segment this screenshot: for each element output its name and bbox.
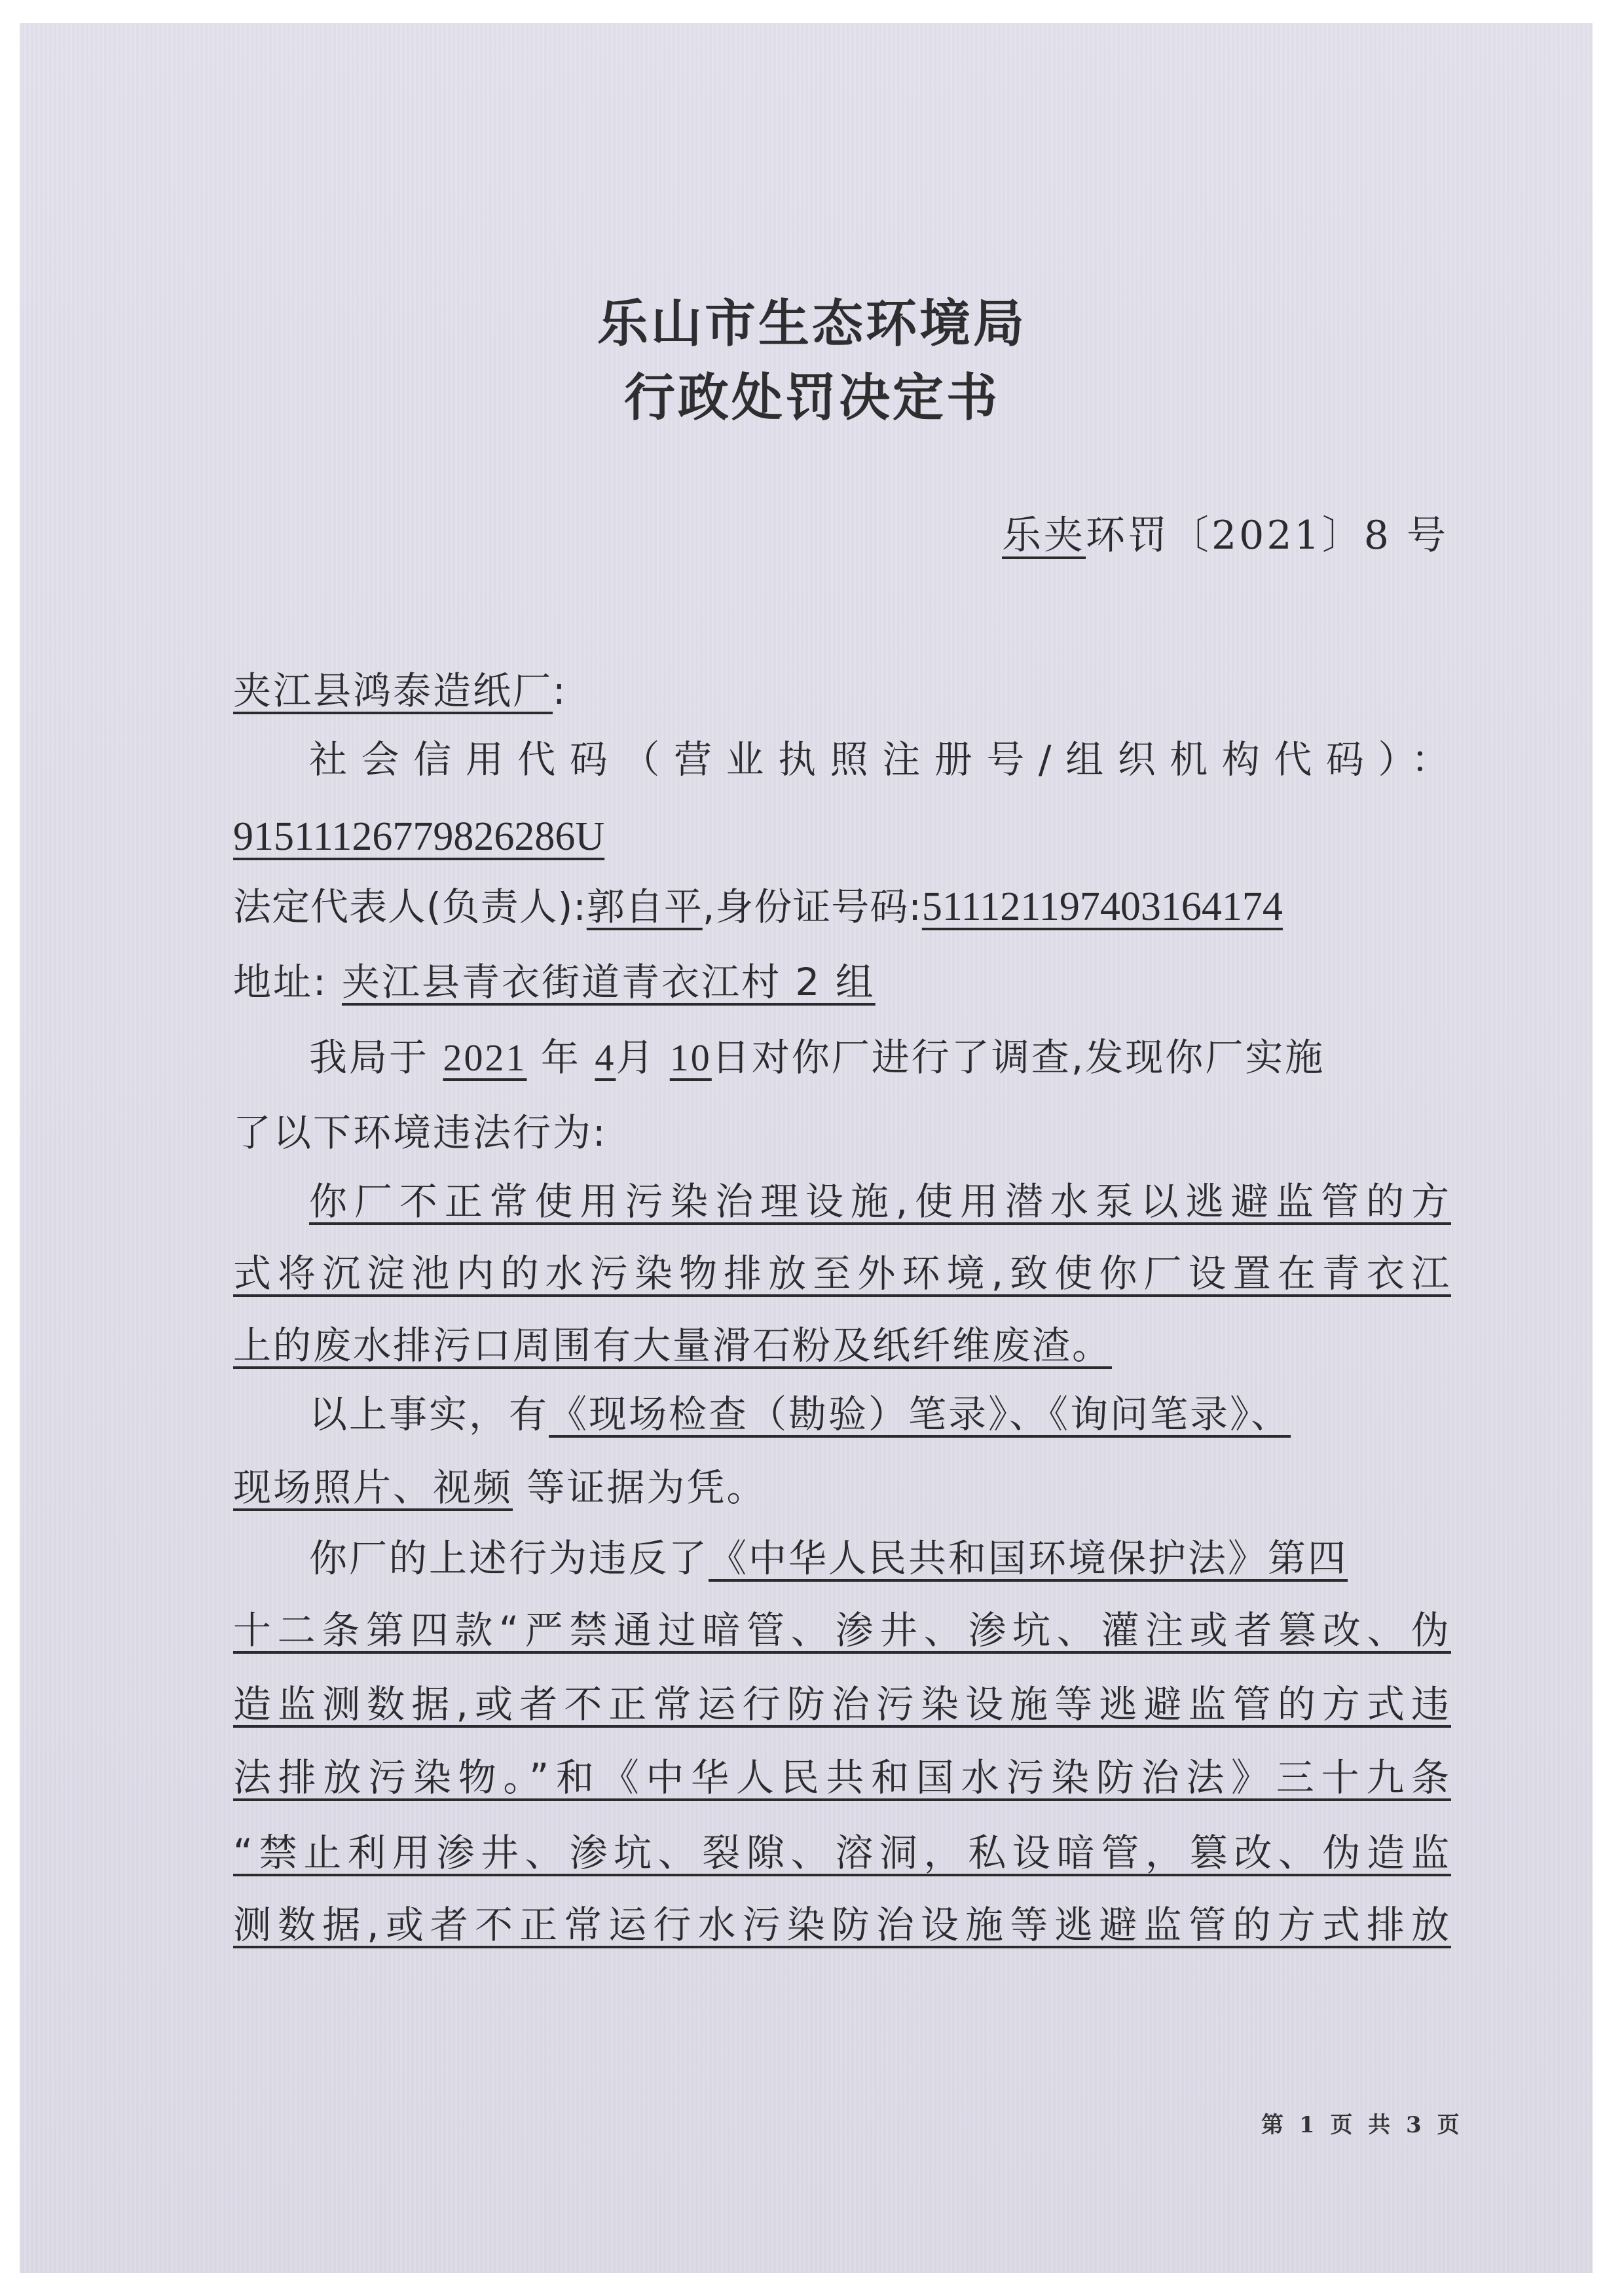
legal-basis-line-6 (233, 1899, 1451, 1951)
addressee-colon: : (553, 668, 568, 713)
investigation-line-1 (309, 1031, 1451, 1084)
investigation-year: 2021 (443, 1036, 527, 1079)
investigation-month: 4 (595, 1036, 616, 1079)
document-title: 行政处罚决定书 (623, 368, 1000, 428)
credit-code-value: 91511126779826286U (233, 814, 605, 859)
law-text: 测数据,或者不正常运行水污染防治设施等逃避监管的方式排放 (233, 1903, 1451, 1947)
law-text: 法排放污染物。”和《中华人民共和国水污染防治法》三十九条 (233, 1755, 1451, 1800)
investigation-text-2: 日对你厂进行了调查,发现你厂实施 (711, 1035, 1325, 1080)
evidence-line-2 (233, 1461, 1451, 1514)
violation-line-1 (309, 1175, 1451, 1228)
evidence-records: 《现场检查（勘验）笔录》、《询问笔录》、 (549, 1392, 1291, 1436)
legal-basis-line-4 (233, 1751, 1451, 1804)
law-text: “禁止利用渗井、渗坑、裂隙、溶洞，私设暗管，篡改、伪造监 (233, 1831, 1451, 1875)
investigation-line-2: 了以下环境违法行为: (233, 1110, 608, 1155)
evidence-line-1 (309, 1388, 1451, 1440)
id-number: 511121197403164174 (921, 884, 1283, 929)
legal-rep-label: 法定代表人(负责人): (233, 884, 587, 929)
doc-number-prefix: 乐夹 (1002, 513, 1086, 558)
issuer-heading: 乐山市生态环境局 (597, 294, 1027, 354)
month-suffix: 月 (616, 1035, 656, 1080)
legal-basis-prefix: 你厂的上述行为违反了 (309, 1536, 709, 1580)
legal-rep-line (233, 881, 1451, 933)
law-text: 造监测数据,或者不正常运行防治污染设施等逃避监管的方式违 (233, 1682, 1451, 1726)
law-reference: 《中华人民共和国环境保护法》第四 (709, 1536, 1348, 1580)
legal-basis-line-5 (233, 1827, 1451, 1879)
page-number: 第 1 页 共 3 页 (1261, 2112, 1464, 2138)
doc-number-rest: 环罚〔2021〕8 号 (1086, 513, 1449, 558)
evidence-suffix: 等证据为凭。 (513, 1465, 767, 1510)
violation-line-2 (233, 1247, 1451, 1300)
evidence-media: 现场照片、视频 (233, 1465, 513, 1510)
legal-rep-name: 郭自平 (586, 884, 703, 929)
violation-line-3 (233, 1319, 1451, 1372)
address-value: 夹江县青衣街道青衣江村 2 组 (341, 960, 876, 1004)
violation-text: 式将沉淀池内的水污染物排放至外环境,致使你厂设置在青衣江 (233, 1251, 1451, 1296)
legal-basis-line-2 (233, 1604, 1451, 1656)
addressee-line (233, 665, 1451, 717)
id-label: ,身份证号码: (702, 884, 922, 929)
year-suffix: 年 (540, 1035, 581, 1080)
law-text: 十二条第四款“严禁通过暗管、渗井、渗坑、灌注或者篡改、伪 (233, 1608, 1451, 1652)
legal-basis-line-1 (309, 1532, 1451, 1584)
credit-code-label: 社会信用代码（营业执照注册号/组织机构代码）： (309, 737, 1451, 782)
violation-text: 上的废水排污口周围有大量滑石粉及纸纤维废渣。 (233, 1323, 1113, 1368)
addressee-name: 夹江县鸿泰造纸厂 (233, 668, 553, 713)
document-number (1002, 504, 1449, 560)
investigation-text: 我局于 (309, 1035, 430, 1080)
violation-text: 你厂不正常使用污染治理设施,使用潜水泵以逃避监管的方 (309, 1179, 1451, 1224)
investigation-day: 10 (669, 1036, 712, 1079)
evidence-prefix: 以上事实，有 (309, 1392, 549, 1436)
credit-code-line (233, 811, 1451, 863)
address-line (233, 956, 1451, 1008)
legal-basis-line-3 (233, 1678, 1451, 1730)
address-label: 地址: (233, 960, 328, 1004)
